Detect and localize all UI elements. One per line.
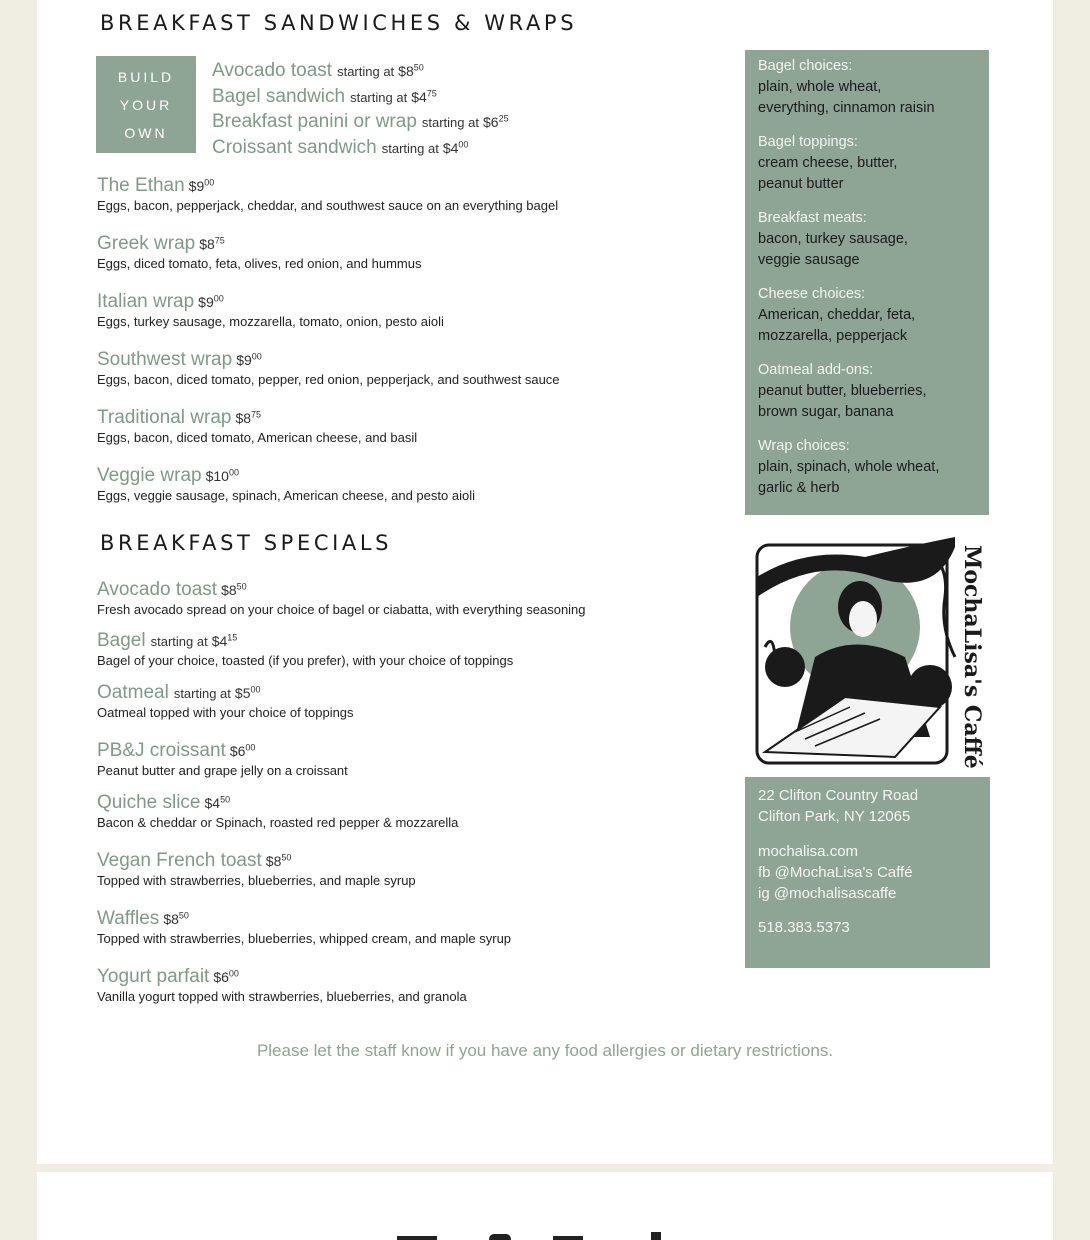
menu-item xyxy=(97,965,467,1005)
option-line: garlic & herb xyxy=(758,480,840,496)
item-name: Bagel xyxy=(97,630,146,651)
website-link[interactable]: mochalisa.com xyxy=(758,843,859,860)
option-label: Cheese choices: xyxy=(758,286,866,302)
phone-number[interactable]: 518.383.5373 xyxy=(758,919,850,936)
cafe-logo-text: MochaLisa's Caffé xyxy=(959,545,985,769)
menu-item xyxy=(97,907,511,947)
option-group xyxy=(758,132,983,195)
menu-item xyxy=(97,739,348,779)
item-name: Waffles xyxy=(97,908,160,929)
option-label: Oatmeal add-ons: xyxy=(758,362,874,378)
menu-item xyxy=(97,849,416,889)
item-price: $\$8^{75}$ xyxy=(199,235,225,252)
next-page-decoration xyxy=(397,1226,727,1240)
item-name: Avocado toast xyxy=(97,579,218,600)
item-description: Topped with strawberries, blueberries, whipped cream, and maple syrup xyxy=(97,931,512,946)
menu-page xyxy=(37,0,1053,1164)
item-name: PB&J croissant xyxy=(97,740,226,761)
item-description: Eggs, diced tomato, feta, olives, red onion, and hummus xyxy=(97,256,422,271)
specials-heading: BREAKFAST SPECIALS xyxy=(100,531,393,555)
item-description: Eggs, veggie sausage, spinach, American cheese, and pesto aioli xyxy=(97,488,475,503)
item-description: Fresh avocado spread on your choice of bagel or ciabatta, with everything seasoning xyxy=(97,602,586,617)
item-price-prefix: starting at xyxy=(381,140,439,156)
item-name: Avocado toast xyxy=(212,60,333,81)
item-description: Peanut butter and grape jelly on a croissant xyxy=(97,763,348,778)
item-price: $\$9^{00}$ xyxy=(198,293,224,310)
item-price: $\$4^{00}$ xyxy=(442,138,469,156)
item-price: $\$10^{00}$ xyxy=(205,467,239,484)
menu-item xyxy=(97,578,586,618)
item-price: $\$6^{25}$ xyxy=(482,113,509,130)
contact-box xyxy=(745,777,990,968)
item-price: $\$4^{15}$ xyxy=(211,632,238,649)
item-description: Eggs, bacon, diced tomato, pepper, red onion, pepperjack, and southwest sauce xyxy=(97,372,560,387)
option-line: brown sugar, banana xyxy=(758,404,894,420)
item-description: Bacon & cheddar or Spinach, roasted red pepper & mozzarella xyxy=(97,815,459,830)
item-description: Eggs, bacon, pepperjack, cheddar, and southwest sauce on an everything bagel xyxy=(97,198,559,213)
menu-item xyxy=(97,406,417,446)
menu-item xyxy=(97,629,513,669)
option-line: peanut butter xyxy=(758,176,844,192)
menu-item xyxy=(97,464,475,504)
item-price: $\$6^{00}$ xyxy=(229,742,256,759)
item-price: $\$8^{50}$ xyxy=(163,910,189,927)
item-description: Vanilla yogurt topped with strawberries, blueberries, and granola xyxy=(97,989,467,1004)
option-line: cream cheese, butter, xyxy=(758,155,898,171)
item-description: Oatmeal topped with your choice of toppings xyxy=(97,705,354,720)
option-line: mozzarella, pepperjack xyxy=(758,328,908,344)
option-label: Breakfast meats: xyxy=(758,210,867,226)
menu-item xyxy=(97,232,421,272)
item-name: Veggie wrap xyxy=(97,465,202,486)
byo-item xyxy=(212,109,509,135)
item-price-prefix: starting at xyxy=(173,686,231,701)
item-name: Quiche slice xyxy=(97,792,201,813)
item-name: Yogurt parfait xyxy=(97,966,210,987)
menu-item xyxy=(97,348,560,388)
byo-label-line: OWN xyxy=(124,124,168,141)
item-price-prefix: starting at xyxy=(150,634,208,649)
facebook-handle[interactable]: fb @MochaLisa's Caffé xyxy=(758,864,913,881)
option-label: Bagel choices: xyxy=(758,58,853,74)
byo-label-line: YOUR xyxy=(119,96,173,113)
menu-item xyxy=(97,290,444,330)
item-price-prefix: starting at xyxy=(350,89,408,105)
item-price: $\$5^{00}$ xyxy=(234,684,261,701)
option-line: veggie sausage xyxy=(758,252,860,268)
item-name: Italian wrap xyxy=(97,291,195,312)
item-price: $\$9^{00}$ xyxy=(236,351,262,368)
option-group xyxy=(758,436,983,499)
option-line: plain, whole wheat, xyxy=(758,79,882,95)
option-group xyxy=(758,56,983,119)
item-description: Eggs, bacon, diced tomato, American cheese, and basil xyxy=(97,430,418,445)
item-price: $\$4^{50}$ xyxy=(204,794,231,811)
byo-item xyxy=(212,135,509,161)
menu-item xyxy=(97,681,354,721)
item-price-prefix: starting at xyxy=(421,115,479,130)
item-price: $\$8^{50}$ xyxy=(221,581,247,598)
options-box xyxy=(745,50,989,515)
option-group xyxy=(758,360,983,423)
item-description: Bagel of your choice, toasted (if you prefer), with your choice of toppings xyxy=(97,653,514,668)
option-group xyxy=(758,284,983,347)
item-description: Topped with strawberries, blueberries, and maple syrup xyxy=(97,873,416,888)
byo-item xyxy=(212,84,509,110)
item-name: Vegan French toast xyxy=(97,850,262,871)
option-line: everything, cinnamon raisin xyxy=(758,100,935,116)
item-name: The Ethan xyxy=(97,175,185,196)
item-price: $\$8^{75}$ xyxy=(235,409,262,426)
item-name: Southwest wrap xyxy=(97,349,233,370)
address-line: Clifton Park, NY 12065 xyxy=(758,808,911,825)
menu-item xyxy=(97,174,558,214)
menu-item xyxy=(97,791,458,831)
item-name: Bagel sandwich xyxy=(212,85,346,107)
option-label: Bagel toppings: xyxy=(758,134,858,150)
item-name: Traditional wrap xyxy=(97,407,232,428)
option-label: Wrap choices: xyxy=(758,438,850,454)
item-description: Eggs, turkey sausage, mozzarella, tomato, onion, pesto aioli xyxy=(97,314,444,329)
byo-item xyxy=(212,58,509,84)
sandwiches-heading: BREAKFAST SANDWICHES & WRAPS xyxy=(100,11,578,35)
address-line: 22 Clifton Country Road xyxy=(758,787,919,804)
byo-label-line: BUILD xyxy=(117,68,175,85)
item-price: $\$8^{50}$ xyxy=(398,62,424,79)
cafe-logo xyxy=(755,537,991,767)
item-price-prefix: starting at xyxy=(337,64,395,79)
item-name: Oatmeal xyxy=(97,682,169,703)
item-price: $\$8^{50}$ xyxy=(265,852,292,869)
option-line: peanut butter, blueberries, xyxy=(758,383,927,399)
item-price: $\$9^{00}$ xyxy=(188,177,215,194)
build-your-own-box xyxy=(96,56,196,153)
item-name: Breakfast panini or wrap xyxy=(212,111,417,132)
item-name: Greek wrap xyxy=(97,233,196,254)
build-your-own-list xyxy=(212,58,509,160)
item-name: Croissant sandwich xyxy=(212,136,377,158)
option-line: bacon, turkey sausage, xyxy=(758,231,908,247)
option-group xyxy=(758,208,983,271)
option-line: plain, spinach, whole wheat, xyxy=(758,459,940,475)
allergy-note: Please let the staff know if you have any food allergies or dietary restrictions. xyxy=(256,1041,834,1060)
next-page-edge xyxy=(37,1172,1053,1240)
item-price: $\$6^{00}$ xyxy=(213,968,239,985)
item-price: $\$4^{75}$ xyxy=(411,87,437,105)
instagram-handle[interactable]: ig @mochalisascaffe xyxy=(758,885,897,902)
next-page-heading-fragment xyxy=(397,1226,727,1240)
option-line: American, cheddar, feta, xyxy=(758,307,916,323)
